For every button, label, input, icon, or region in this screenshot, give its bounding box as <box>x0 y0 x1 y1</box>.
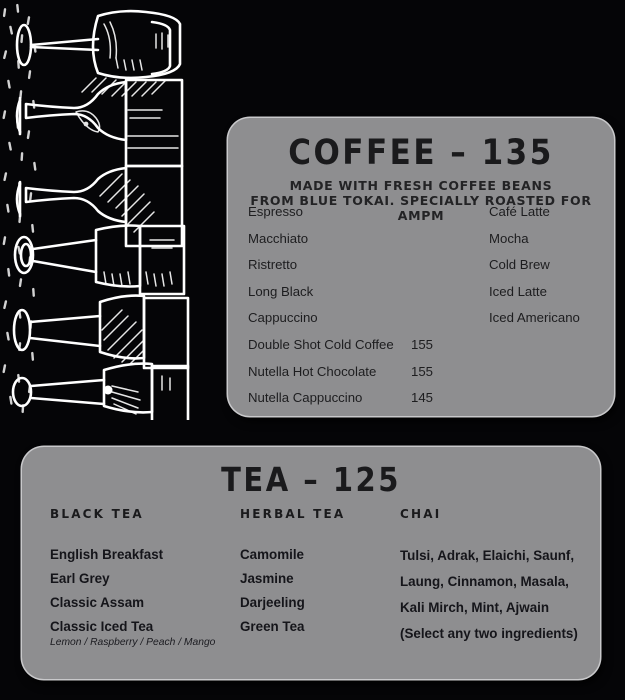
tea-item: Green Tea <box>240 619 305 634</box>
menu-item-row <box>248 231 473 258</box>
tea-column-chai <box>400 507 600 647</box>
tea-section-title: TEA – 125 <box>221 460 401 499</box>
menu-item-row <box>489 310 619 337</box>
menu-item-name: Mocha <box>489 230 529 246</box>
tea-item-variants: Lemon / Raspberry / Peach / Mango <box>50 637 216 648</box>
tea-column-herbal-tea <box>240 507 400 639</box>
coffee-section-title: COFFEE – 135 <box>288 132 554 173</box>
menu-item-row <box>248 284 473 311</box>
menu-item-row <box>248 390 473 417</box>
menu-item-row <box>248 364 473 391</box>
menu-item-name: Nutella Cappuccino <box>248 390 363 406</box>
tea-column-heading: CHAI <box>400 507 442 521</box>
coffee-subtitle-line-2: FROM BLUE TOKAI. SPECIALLY ROASTED FOR AMPM <box>250 193 592 223</box>
tea-item: Darjeeling <box>240 595 305 610</box>
tea-item: Camomile <box>240 547 304 562</box>
menu-item-name: Nutella Hot Chocolate <box>248 363 377 379</box>
menu-item-name: Double Shot Cold Coffee <box>248 336 394 352</box>
menu-item-price: 155 <box>410 336 433 352</box>
tea-item: Earl Grey <box>50 571 110 586</box>
menu-item-name: Ristretto <box>248 257 298 273</box>
menu-item-price: 145 <box>410 390 433 406</box>
menu-item-row <box>489 204 619 231</box>
menu-item-row <box>248 310 473 337</box>
menu-item-row <box>248 337 473 364</box>
menu-item-name: Espresso <box>248 204 303 219</box>
coffee-subtitle-line-1: MADE WITH FRESH COFFEE BEANS <box>289 178 553 193</box>
menu-item-row <box>248 204 473 231</box>
tea-item: English Breakfast <box>50 547 164 562</box>
chai-ingredient-line: Kali Mirch, Mint, Ajwain <box>400 600 550 615</box>
chai-ingredient-line: Laung, Cinnamon, Masala, <box>400 574 569 589</box>
menu-item-name: Café Latte <box>489 204 550 219</box>
menu-item-name: Cold Brew <box>489 257 550 273</box>
tea-column-black-tea <box>50 507 245 649</box>
menu-item-price: 155 <box>410 363 433 379</box>
tea-column-heading: HERBAL TEA <box>240 507 346 521</box>
coffee-column-left <box>248 204 473 417</box>
menu-item-row <box>489 257 619 284</box>
coffee-column-right <box>489 204 619 337</box>
menu-item-name: Macchiato <box>248 230 309 246</box>
chai-ingredient-line: Tulsi, Adrak, Elaichi, Saunf, <box>400 548 575 563</box>
menu-item-name: Long Black <box>248 283 314 299</box>
menu-item-row <box>489 284 619 311</box>
chalk-glasses-illustration <box>0 0 225 420</box>
coffee-panel <box>228 118 614 416</box>
menu-item-row <box>248 257 473 284</box>
tea-item: Classic Iced Tea <box>50 619 154 634</box>
menu-item-name: Iced Americano <box>489 310 580 326</box>
tea-item: Jasmine <box>240 571 294 586</box>
menu-item-row <box>489 231 619 258</box>
menu-item-name: Cappuccino <box>248 310 318 326</box>
menu-item-name: Iced Latte <box>489 283 547 299</box>
tea-panel <box>22 447 600 679</box>
chai-ingredient-line: (Select any two ingredients) <box>400 626 578 641</box>
tea-column-heading: BLACK TEA <box>50 507 144 521</box>
coffee-item-columns <box>228 204 614 404</box>
tea-item: Classic Assam <box>50 595 145 610</box>
